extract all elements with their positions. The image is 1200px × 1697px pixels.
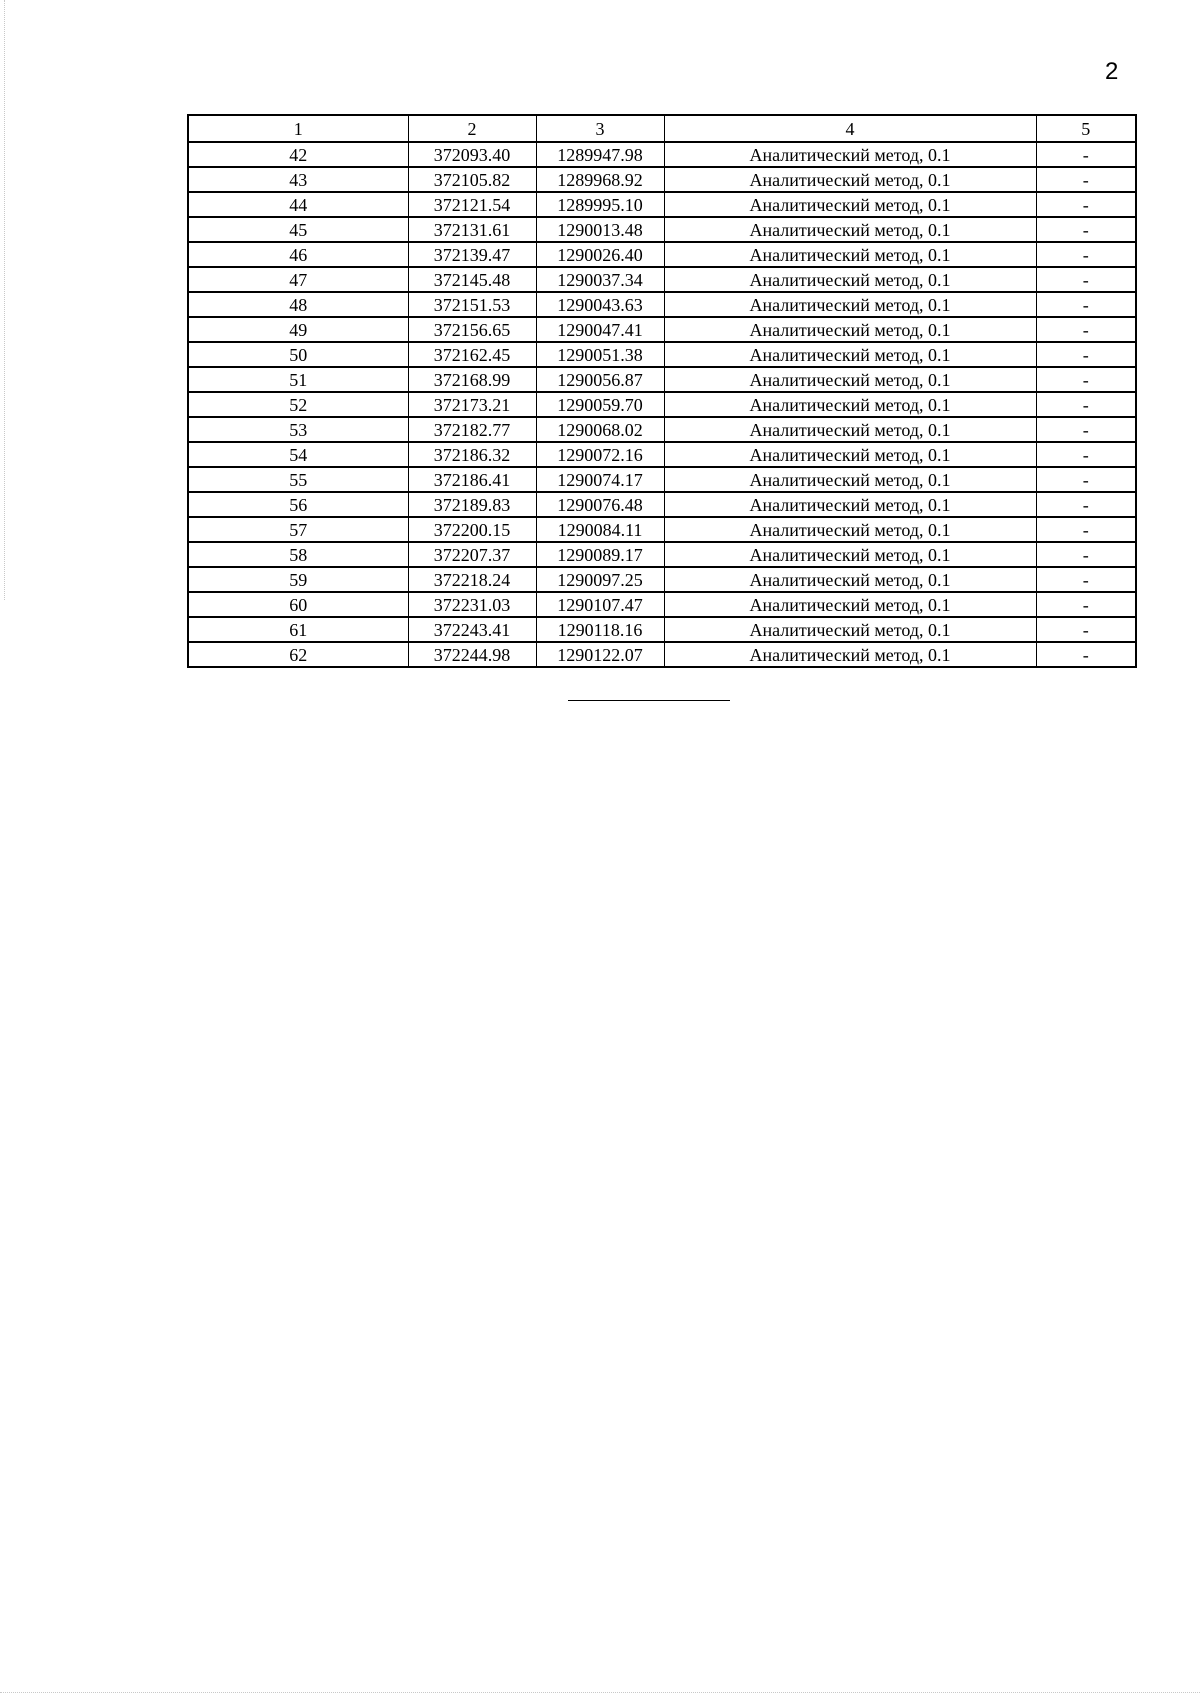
point-number-cell: 54 bbox=[188, 442, 408, 467]
table-row bbox=[188, 442, 1136, 467]
note-cell: - bbox=[1036, 342, 1136, 367]
end-of-document-rule bbox=[568, 700, 730, 701]
point-number-cell: 60 bbox=[188, 592, 408, 617]
method-cell: Аналитический метод, 0.1 bbox=[664, 617, 1036, 642]
y-coordinate-cell: 1290089.17 bbox=[536, 542, 664, 567]
method-cell: Аналитический метод, 0.1 bbox=[664, 167, 1036, 192]
x-coordinate-cell: 372173.21 bbox=[408, 392, 536, 417]
note-cell: - bbox=[1036, 142, 1136, 167]
column-header-5: 5 bbox=[1036, 115, 1136, 142]
point-number-cell: 53 bbox=[188, 417, 408, 442]
table-row bbox=[188, 217, 1136, 242]
table-row bbox=[188, 292, 1136, 317]
note-cell: - bbox=[1036, 517, 1136, 542]
x-coordinate-cell: 372218.24 bbox=[408, 567, 536, 592]
y-coordinate-cell: 1290043.63 bbox=[536, 292, 664, 317]
table-row bbox=[188, 592, 1136, 617]
method-cell: Аналитический метод, 0.1 bbox=[664, 467, 1036, 492]
note-cell: - bbox=[1036, 542, 1136, 567]
point-number-cell: 46 bbox=[188, 242, 408, 267]
method-cell: Аналитический метод, 0.1 bbox=[664, 592, 1036, 617]
x-coordinate-cell: 372186.32 bbox=[408, 442, 536, 467]
header-row bbox=[188, 115, 1136, 142]
point-number-cell: 62 bbox=[188, 642, 408, 667]
method-cell: Аналитический метод, 0.1 bbox=[664, 542, 1036, 567]
table-row bbox=[188, 142, 1136, 167]
method-cell: Аналитический метод, 0.1 bbox=[664, 192, 1036, 217]
x-coordinate-cell: 372244.98 bbox=[408, 642, 536, 667]
x-coordinate-cell: 372168.99 bbox=[408, 367, 536, 392]
method-cell: Аналитический метод, 0.1 bbox=[664, 317, 1036, 342]
point-number-cell: 49 bbox=[188, 317, 408, 342]
point-number-cell: 48 bbox=[188, 292, 408, 317]
method-cell: Аналитический метод, 0.1 bbox=[664, 417, 1036, 442]
method-cell: Аналитический метод, 0.1 bbox=[664, 142, 1036, 167]
table-row bbox=[188, 617, 1136, 642]
note-cell: - bbox=[1036, 192, 1136, 217]
method-cell: Аналитический метод, 0.1 bbox=[664, 642, 1036, 667]
note-cell: - bbox=[1036, 442, 1136, 467]
point-number-cell: 59 bbox=[188, 567, 408, 592]
column-header-4: 4 bbox=[664, 115, 1036, 142]
table-body bbox=[188, 142, 1136, 667]
y-coordinate-cell: 1290026.40 bbox=[536, 242, 664, 267]
method-cell: Аналитический метод, 0.1 bbox=[664, 242, 1036, 267]
table-header bbox=[188, 115, 1136, 142]
column-header-1: 1 bbox=[188, 115, 408, 142]
point-number-cell: 52 bbox=[188, 392, 408, 417]
x-coordinate-cell: 372231.03 bbox=[408, 592, 536, 617]
method-cell: Аналитический метод, 0.1 bbox=[664, 292, 1036, 317]
method-cell: Аналитический метод, 0.1 bbox=[664, 517, 1036, 542]
point-number-cell: 61 bbox=[188, 617, 408, 642]
x-coordinate-cell: 372207.37 bbox=[408, 542, 536, 567]
table-row bbox=[188, 417, 1136, 442]
point-number-cell: 42 bbox=[188, 142, 408, 167]
point-number-cell: 45 bbox=[188, 217, 408, 242]
table-row bbox=[188, 567, 1136, 592]
x-coordinate-cell: 372162.45 bbox=[408, 342, 536, 367]
x-coordinate-cell: 372186.41 bbox=[408, 467, 536, 492]
x-coordinate-cell: 372182.77 bbox=[408, 417, 536, 442]
note-cell: - bbox=[1036, 567, 1136, 592]
method-cell: Аналитический метод, 0.1 bbox=[664, 267, 1036, 292]
point-number-cell: 44 bbox=[188, 192, 408, 217]
x-coordinate-cell: 372121.54 bbox=[408, 192, 536, 217]
note-cell: - bbox=[1036, 417, 1136, 442]
note-cell: - bbox=[1036, 242, 1136, 267]
table-row bbox=[188, 467, 1136, 492]
point-number-cell: 57 bbox=[188, 517, 408, 542]
note-cell: - bbox=[1036, 467, 1136, 492]
table-row bbox=[188, 242, 1136, 267]
y-coordinate-cell: 1290084.11 bbox=[536, 517, 664, 542]
x-coordinate-cell: 372105.82 bbox=[408, 167, 536, 192]
x-coordinate-cell: 372145.48 bbox=[408, 267, 536, 292]
y-coordinate-cell: 1290076.48 bbox=[536, 492, 664, 517]
x-coordinate-cell: 372093.40 bbox=[408, 142, 536, 167]
x-coordinate-cell: 372243.41 bbox=[408, 617, 536, 642]
y-coordinate-cell: 1290068.02 bbox=[536, 417, 664, 442]
note-cell: - bbox=[1036, 642, 1136, 667]
x-coordinate-cell: 372151.53 bbox=[408, 292, 536, 317]
y-coordinate-cell: 1289968.92 bbox=[536, 167, 664, 192]
method-cell: Аналитический метод, 0.1 bbox=[664, 342, 1036, 367]
table-row bbox=[188, 492, 1136, 517]
table-row bbox=[188, 392, 1136, 417]
method-cell: Аналитический метод, 0.1 bbox=[664, 367, 1036, 392]
y-coordinate-cell: 1290013.48 bbox=[536, 217, 664, 242]
note-cell: - bbox=[1036, 267, 1136, 292]
table-row bbox=[188, 317, 1136, 342]
y-coordinate-cell: 1290059.70 bbox=[536, 392, 664, 417]
point-number-cell: 56 bbox=[188, 492, 408, 517]
y-coordinate-cell: 1290107.47 bbox=[536, 592, 664, 617]
x-coordinate-cell: 372139.47 bbox=[408, 242, 536, 267]
column-header-2: 2 bbox=[408, 115, 536, 142]
y-coordinate-cell: 1290122.07 bbox=[536, 642, 664, 667]
table-row bbox=[188, 517, 1136, 542]
note-cell: - bbox=[1036, 617, 1136, 642]
coordinates-table bbox=[187, 114, 1137, 668]
table-row bbox=[188, 267, 1136, 292]
point-number-cell: 50 bbox=[188, 342, 408, 367]
point-number-cell: 43 bbox=[188, 167, 408, 192]
method-cell: Аналитический метод, 0.1 bbox=[664, 217, 1036, 242]
y-coordinate-cell: 1290097.25 bbox=[536, 567, 664, 592]
table-row bbox=[188, 167, 1136, 192]
y-coordinate-cell: 1289947.98 bbox=[536, 142, 664, 167]
method-cell: Аналитический метод, 0.1 bbox=[664, 567, 1036, 592]
x-coordinate-cell: 372189.83 bbox=[408, 492, 536, 517]
table-row bbox=[188, 367, 1136, 392]
y-coordinate-cell: 1289995.10 bbox=[536, 192, 664, 217]
x-coordinate-cell: 372131.61 bbox=[408, 217, 536, 242]
table-row bbox=[188, 642, 1136, 667]
point-number-cell: 51 bbox=[188, 367, 408, 392]
method-cell: Аналитический метод, 0.1 bbox=[664, 442, 1036, 467]
note-cell: - bbox=[1036, 292, 1136, 317]
y-coordinate-cell: 1290072.16 bbox=[536, 442, 664, 467]
y-coordinate-cell: 1290074.17 bbox=[536, 467, 664, 492]
method-cell: Аналитический метод, 0.1 bbox=[664, 492, 1036, 517]
x-coordinate-cell: 372200.15 bbox=[408, 517, 536, 542]
note-cell: - bbox=[1036, 217, 1136, 242]
table-row bbox=[188, 192, 1136, 217]
note-cell: - bbox=[1036, 492, 1136, 517]
note-cell: - bbox=[1036, 367, 1136, 392]
page-number: 2 bbox=[1105, 58, 1119, 85]
note-cell: - bbox=[1036, 167, 1136, 192]
y-coordinate-cell: 1290118.16 bbox=[536, 617, 664, 642]
scan-edge-bottom bbox=[0, 1692, 1200, 1693]
point-number-cell: 58 bbox=[188, 542, 408, 567]
note-cell: - bbox=[1036, 592, 1136, 617]
point-number-cell: 47 bbox=[188, 267, 408, 292]
y-coordinate-cell: 1290037.34 bbox=[536, 267, 664, 292]
x-coordinate-cell: 372156.65 bbox=[408, 317, 536, 342]
table-row bbox=[188, 342, 1136, 367]
scan-edge-left bbox=[4, 0, 5, 600]
note-cell: - bbox=[1036, 317, 1136, 342]
method-cell: Аналитический метод, 0.1 bbox=[664, 392, 1036, 417]
y-coordinate-cell: 1290047.41 bbox=[536, 317, 664, 342]
note-cell: - bbox=[1036, 392, 1136, 417]
y-coordinate-cell: 1290056.87 bbox=[536, 367, 664, 392]
point-number-cell: 55 bbox=[188, 467, 408, 492]
column-header-3: 3 bbox=[536, 115, 664, 142]
y-coordinate-cell: 1290051.38 bbox=[536, 342, 664, 367]
table-row bbox=[188, 542, 1136, 567]
